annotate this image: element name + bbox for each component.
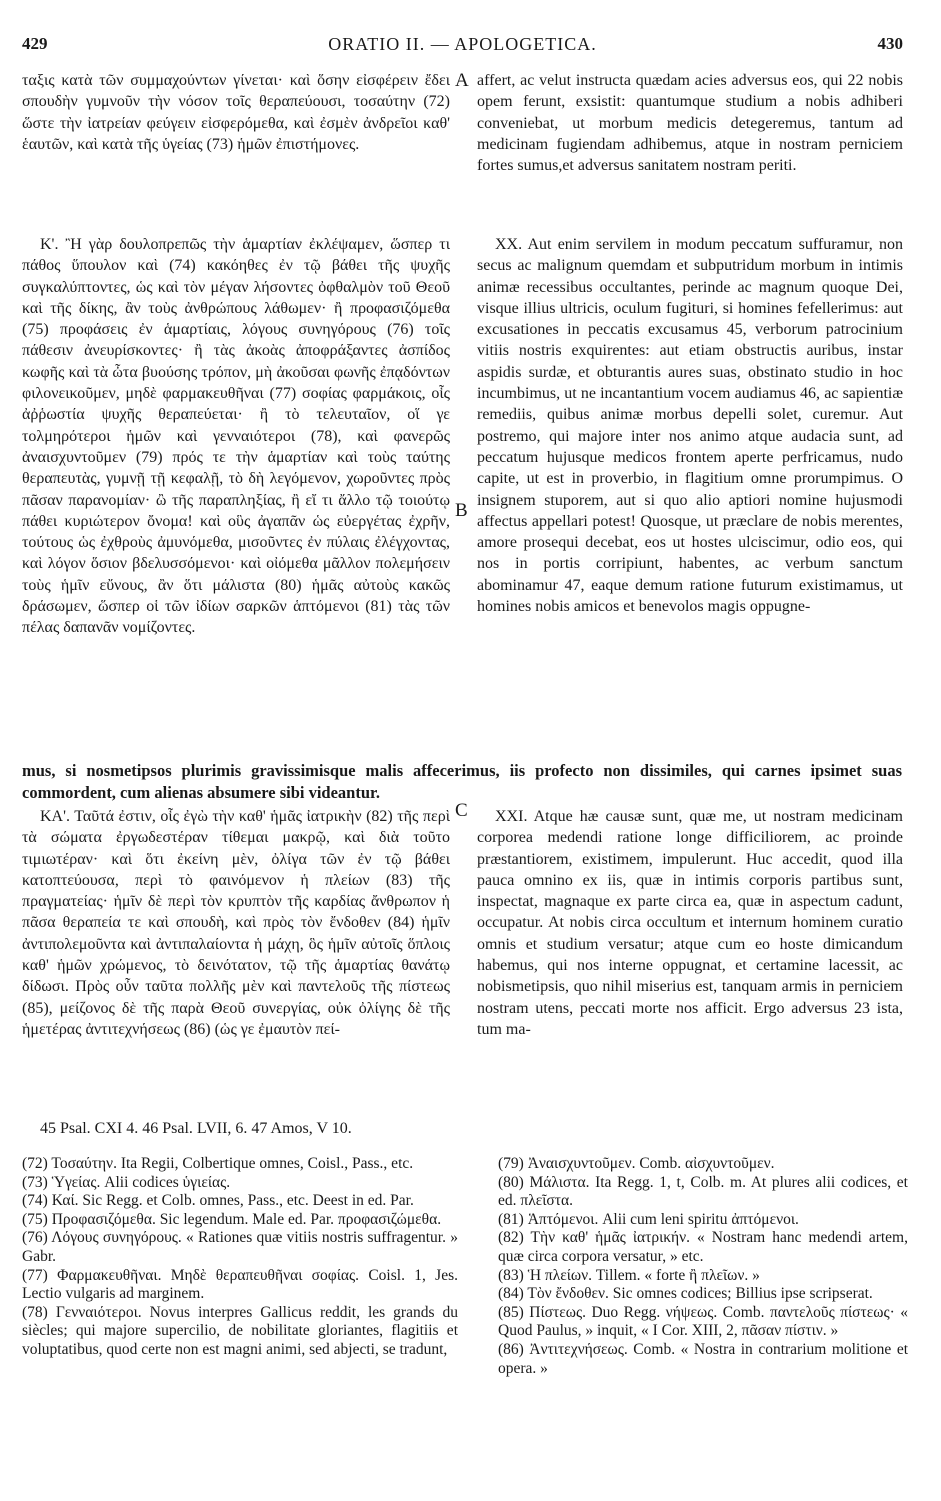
latin-column-middle bbox=[477, 234, 903, 617]
latin-paragraph-2: XX. Aut enim servilem in modum peccatum suffuramur, non secus ac malignum quemdam et subputridum morbum in intimis animæ recessibus occultantes, perinde ac magnum quoque Dei, visque illius ultricis, oculum fugituri, si homines fefellerimus: aut excusationes in peccatis excusamus 45, verborum patrocinium vitiis nostris exquirentes: aut etiam obstructis auribus, instar aspidis surdæ, et obturantis aures suas, obstinato studio in hoc incumbimus, ut ne incantantium vocem audiamus 46, ac sapientiæ remediis, quibus animæ morbus depelli solet, curemur. Aut postremo, qui majore inter nos animo atque audacia sunt, ad peccatum hujusque medicos frontem aperte perfricamus, nudo capite, ut est in proverbio, in flagitium omne prorumpimus. O insignem stuporem, aut si quo alio aptiori nomine hujusmodi affectus appellari potest! Quosque, ut præclare de nobis merentes, amore prosequi decebat, eos ut hostes ulciscimur, odio eos, qui nos in portis corripiunt, habentes, ac verbum sanctum abominamur 47, eaque demum ratione futurum existimamus, ut homines nobis amicos et benevolos magis oppugne- bbox=[477, 236, 903, 616]
footnote: (75) Προφασιζόμεθα. Sic legendum. Male ed. Par. προφασιζώμεθα. bbox=[22, 1210, 442, 1228]
greek-column-bottom bbox=[22, 806, 450, 1040]
footnote: (84) Τὸν ἔνδοθεν. Sic omnes codices; Billius ipse scripserat. bbox=[498, 1285, 873, 1303]
footnote: (77) Φαρμακευθῆναι. Μηδὲ θεραπευθῆναι σοφίας. Coisl. 1, Jes. Lectio vulgaris ad marginem. bbox=[22, 1266, 458, 1303]
margin-mark-b: B bbox=[455, 500, 468, 521]
footnotes-left bbox=[22, 1155, 458, 1360]
footnote: (78) Γενναιότεροι. Novus interpres Gallicus reddit, les grands du siècles; qui majore supercilio, de nobilitate gloriantes, flagitiis et voluptatibus, quod certe non est magni animi, sed abjecti, se tradunt, bbox=[22, 1303, 458, 1358]
latin-column-top bbox=[477, 70, 903, 176]
footnote: (73) Ὑγείας. Alii codices ὑγιείας. bbox=[22, 1173, 231, 1191]
footnote: (81) Ἁπτόμενοι. Alii cum leni spiritu ἀπτόμενοι. bbox=[498, 1210, 799, 1228]
scripture-references: 45 Psal. CXI 4. 46 Psal. LVII, 6. 47 Amos, V 10. bbox=[40, 1120, 352, 1137]
latin-paragraph-1: affert, ac velut instructa quædam acies adversus eos, qui 22 nobis opem ferunt, exsistit: quantumque studium a nobis adhiberi conveniebat, ut morbum medicis detegeremus, tantum ad medicinam fugiendam adhibemus, atque in nostram perniciem fortes sumus,et adversus sanitatem nostram periti. bbox=[477, 72, 903, 175]
page-number-right: 430 bbox=[877, 34, 903, 53]
page-number-left: 429 bbox=[22, 34, 48, 53]
page-header bbox=[22, 34, 903, 60]
greek-column-top bbox=[22, 70, 450, 155]
footnote: (85) Πίστεως. Duo Regg. νήψεως. Comb. παντελοῦς πίστεως· « Quod Paulus, » inquit, « I Cor. XIII, 2, πᾶσαν πίστιν. » bbox=[498, 1303, 908, 1340]
footnote: (86) Ἀντιτεχνήσεως. Comb. « Nostra in contrarium molitione et opera. » bbox=[498, 1340, 908, 1377]
margin-mark-c: C bbox=[455, 800, 468, 821]
footnote: (76) Λόγους συνηγόρους. « Rationes quæ vitiis nostris suffragentur. » Gabr. bbox=[22, 1229, 458, 1265]
greek-paragraph-1: ταξις κατὰ τῶν συμμαχούντων γίνεται· καὶ ὅσην εἰσφέρειν ἔδει σπουδὴν γυμνοῦν τὴν νόσον τοῖς θεραπεύουσι, τοσαύτην (72) ὥστε τὴν ἰατρείαν φεύγειν εἰσφερόμεθα, καὶ ἐσμὲν ἀνδρεῖοι καθ' ἑαυτῶν, καὶ κατὰ τῆς ὑγείας (73) ἡμῶν ἐπιστήμονες. bbox=[22, 72, 450, 153]
footnote: (83) Ἡ πλείων. Tillem. « forte ἢ πλεῖων. » bbox=[498, 1266, 760, 1284]
footnote: (80) Μάλιστα. Ita Regg. 1, t, Colb. m. At plures alii codices, et ed. πλεῖστα. bbox=[498, 1173, 908, 1210]
fullwidth-text: mus, si nosmetipsos plurimis gravissimisque malis affecerimus, iis profecto non dissimiles, qui carnes ipsimet suas commordent, cum alienas absumere sibi videantur. bbox=[22, 761, 902, 802]
fullwidth-continuation bbox=[22, 760, 902, 804]
latin-paragraph-3: XXI. Atque hæ causæ sunt, quæ me, ut nostram medicinam corporea medendi ratione longe difficiliorem, ac proinde præstantiorem, existimem, impulerunt. Huc accedit, quod illa pauca omnino ex iis, quæ in intimis corporis partibus sunt, inspectat, magnaque ex parte circa ea, quæ in aspectum cadunt, occupatur. At nobis circa occultum et internum hominem curatio omnis et studium versatur; atque cum eo hoste dimicandum habemus, qui nos interne oppugnat, et certamine lacessit, ac nobismetipsis, quo nihil miserius est, tanquam armis in perniciem nostram utens, peccati morte nos afficit. Ergo adversus 23 ista, tum ma- bbox=[477, 808, 903, 1038]
footnotes-right bbox=[498, 1155, 908, 1378]
running-title: ORATIO II. — APOLOGETICA. bbox=[328, 34, 597, 54]
latin-column-bottom bbox=[477, 806, 903, 1040]
footnote: (74) Καί. Sic Regg. et Colb. omnes, Pass., etc. Deest in ed. Par. bbox=[22, 1192, 414, 1210]
footnote: (72) Τοσαύτην. Ita Regii, Colbertique omnes, Coisl., Pass., etc. bbox=[22, 1155, 414, 1172]
margin-mark-a: A bbox=[455, 70, 469, 91]
greek-paragraph-3: ΚΑ'. Ταῦτά ἐστιν, οἷς ἐγὼ τὴν καθ' ἡμᾶς ἰατρικὴν (82) τῆς περὶ τὰ σώματα ἐργωδεστέραν τίθεμαι μακρῷ, καὶ διὰ τοῦτο τιμιωτέραν· καὶ ὅτι ἐκείνη μὲν, ὀλίγα τῶν ἐν τῷ βάθει κατοπτεύουσα, περὶ τὸ φαινόμενον ἡ πλείων (83) τῆς πραγματείας· ἡμῖν δὲ περὶ τὸν κρυπτὸν τῆς καρδίας ἄνθρωπον ἡ πᾶσα θεραπεία τε καὶ σπουδὴ, καὶ πρὸς τὸν ἔνδοθεν (84) ἡμῖν ἀντιπολεμοῦντα καὶ ἀντιπαλαίοντα ἡ μάχη, ὃς ἡμῖν αὐτοῖς ὅπλοις καθ' ἡμῶν χρώμενος, τὸ δεινότατον, τῷ τῆς ἁμαρτίας θανάτῳ δίδωσι. Πρὸς οὖν ταῦτα πολλῆς μὲν καὶ παντελοῦς τῆς πίστεως (85), μείζονος δὲ τῆς παρὰ Θεοῦ συνεργίας, οὐκ ὀλίγης δὲ τῆς ἡμετέρας ἀντιτεχνήσεως (86) (ὡς γε ἐμαυτὸν πεί- bbox=[22, 808, 450, 1038]
footnote: (82) Τὴν καθ' ἡμᾶς ἰατρικήν. « Nostram hanc medendi artem, quæ circa corpora versatur, » etc. bbox=[498, 1229, 908, 1265]
greek-column-middle bbox=[22, 234, 450, 639]
footnote: (79) Ἀναισχυντοῦμεν. Comb. αἰσχυντοῦμεν. bbox=[498, 1155, 775, 1172]
greek-paragraph-2: Κ'. Ἢ γὰρ δουλοπρεπῶς τὴν ἁμαρτίαν ἐκλέψαμεν, ὥσπερ τι πάθος ὕπουλον καὶ (74) κακόηθες ἐν τῷ βάθει τῆς ψυχῆς συγκαλύπτοντες, ὡς καὶ τὸν μέγαν λήσοντες ὀφθαλμὸν τοῦ Θεοῦ καὶ τῆς δίκης, ἂν τοὺς ἀνθρώπους λάθωμεν· ἢ προφασιζόμεθα (75) προφάσεις ἐν ἁμαρτίαις, λόγους συνηγόρους (76) τοῖς πάθεσιν ἀνευρίσκοντες· ἢ τὰς ἀκοὰς ἀποφράξαντες ἀσπίδος κωφῆς καὶ τὰ ὦτα βυούσης τρόπον, μὴ ἀκοῦσαι φωνῆς ἐπᾳδόντων φιλονεικοῦμεν, μηδὲ φαρμακευθῆναι (77) σοφίας φαρμάκοις, οἷς ἀῤῥωστία ψυχῆς θεραπεύεται· ἢ τὸ τελευταῖον, οἵ γε τολμηρότεροι ἡμῶν καὶ γενναιότεροι (78), καὶ φανερῶς ἀναισχυντοῦμεν (79) πρός τε τὴν ἁμαρτίαν καὶ τοὺς ταύτης θεραπευτὰς, γυμνῇ τῇ κεφαλῇ, τὸ δὴ λεγόμενον, χωροῦντες πρὸς πᾶσαν παρανομίαν· ὢ τῆς παραπληξίας, ἢ εἴ τι ἄλλο τῷ τοιούτῳ πάθει κυριώτερον ὄνομα! καὶ οὓς ἀγαπᾶν ὡς εὐεργέτας ἐχρῆν, τούτους ὡς ἐχθροὺς ἀμυνόμεθα, μισοῦντες ἐν πύλαις ἐλέγχοντας, καὶ λόγον ὅσιον βδελυσσόμενοι· καὶ οἰόμεθα μᾶλλον πολεμήσειν τοὺς ἡμῖν εὔνους, ἂν ὅτι μάλιστα (80) ἡμᾶς αὐτοὺς κακῶς δράσωμεν, ὥσπερ οἱ τῶν ἰδίων σαρκῶν ἁπτόμενοι (81) τὰς τῶν πέλας δαπανᾶν νομίζοντες. bbox=[22, 236, 450, 637]
